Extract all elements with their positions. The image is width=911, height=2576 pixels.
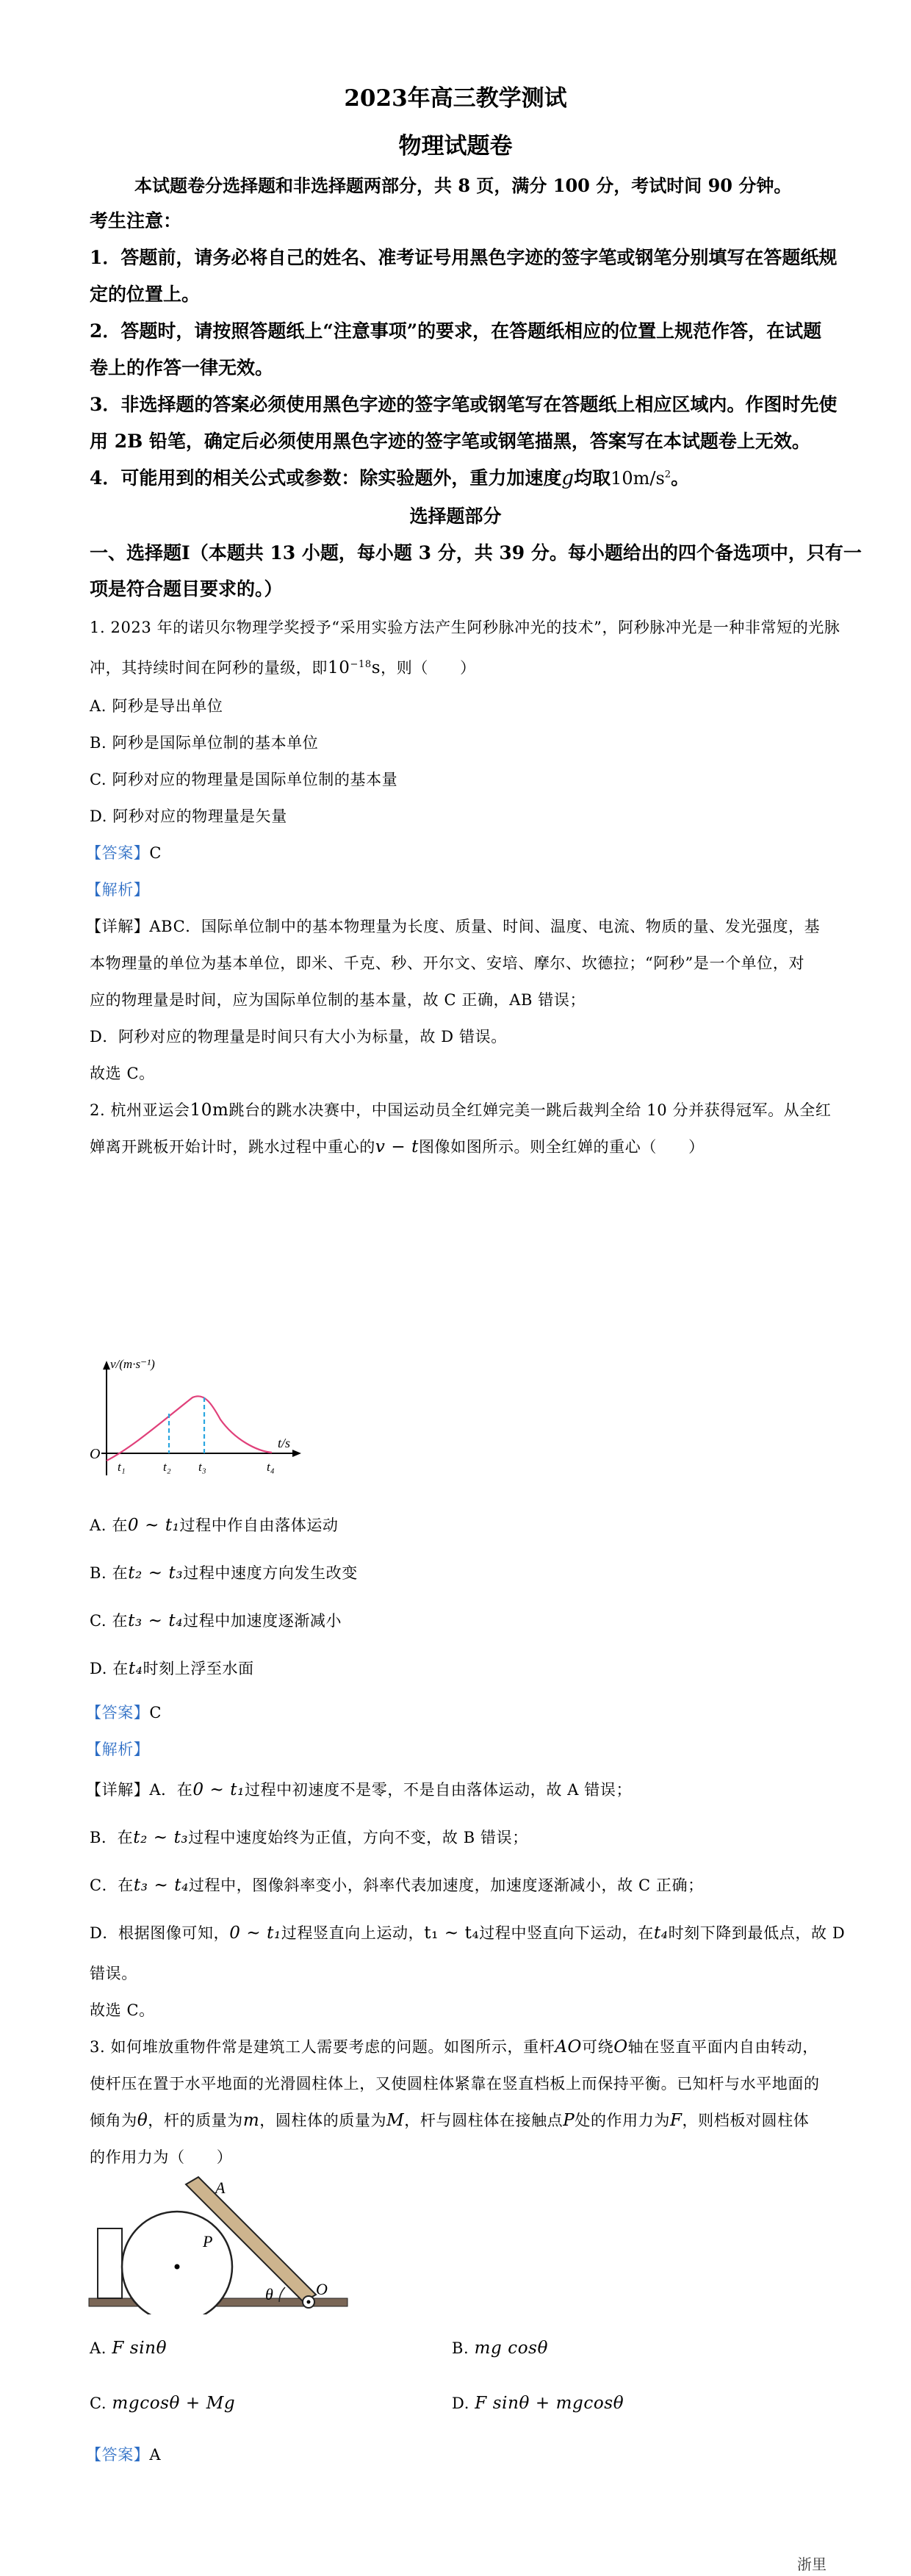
q1-power-base: 10 — [328, 658, 350, 677]
q2-opt-c-pre: C. 在 — [90, 1612, 129, 1630]
label-p: P — [203, 2232, 213, 2251]
q2-da-range: 0 ~ t₁ — [192, 1780, 245, 1799]
q2-detail-d-tail: 错误。 — [90, 1965, 137, 1982]
q3-l3d: ，杆与圆柱体在接触点 — [404, 2112, 563, 2129]
q1-option-a: A. 阿秒是导出单位 — [90, 697, 223, 715]
q2-stem-a — [90, 1098, 831, 1120]
pivot-center — [307, 2300, 311, 2304]
note-1a: 1．答题前，请务必将自己的姓名、准考证号用黑色字迹的签字笔或钢笔分别填写在答题纸规 — [90, 247, 838, 268]
notes-title: 考生注意： — [90, 210, 182, 231]
q1-power-exp: −18 — [350, 659, 372, 670]
q2-answer-value: C — [149, 1704, 162, 1721]
q2-db-post: 过程中速度始终为正值，方向不变，故 B 错误； — [188, 1829, 528, 1846]
q1-stem-b1: 冲，其持续时间在阿秒的量级，即 — [90, 659, 328, 677]
q3-option-d — [452, 2394, 624, 2413]
q3-l3b: ，杆的质量为 — [148, 2112, 243, 2129]
tick-t2: t₂ — [163, 1460, 171, 1474]
q2-opt-d-pre: D. 在 — [90, 1660, 129, 1677]
q2-opt-d-range: t₄ — [128, 1659, 143, 1678]
q2-stem-b1: 婵离开跳板开始计时，跳水过程中重心的 — [90, 1138, 375, 1156]
q2-opt-b-range: t₂ ~ t₃ — [128, 1564, 184, 1583]
note-4-end: 。 — [671, 467, 690, 489]
q2-detail-a — [86, 1778, 632, 1800]
note-3a: 3．非选择题的答案必须使用黑色字迹的签字笔或钢笔写在答题纸上相应区域内。作图时先使 — [90, 394, 838, 415]
q1-detail-d: D．阿秒对应的物理量是时间只有大小为标量，故 D 错误。 — [90, 1028, 507, 1046]
q1-answer-value: C — [149, 844, 162, 862]
q1-detail-b: 本物理量的单位为基本单位，即米、千克、秒、开尔文、安培、摩尔、坎德拉；“阿秒”是一个单位，对 — [90, 954, 805, 972]
note-4-g: g — [561, 467, 575, 489]
note-1b: 定的位置上。 — [90, 284, 201, 305]
q3-opt-b-expr: mg cosθ — [474, 2339, 549, 2358]
q3-opt-c-label: C. — [90, 2395, 107, 2412]
tick-t1: t₁ — [118, 1460, 126, 1474]
section-heading-b: 项是符合题目要求的。） — [90, 578, 283, 600]
q2-dd-pre: D．根据图像可知， — [90, 1924, 230, 1942]
note-4-text: 4．可能用到的相关公式或参数：除实验题外，重力加速度 — [90, 467, 562, 489]
graph-origin: O — [90, 1446, 101, 1462]
q3-l3a: 倾角为 — [90, 2112, 137, 2129]
q3-option-a — [90, 2339, 167, 2358]
q2-da-post: 过程中初速度不是零，不是自由落体运动，故 A 错误； — [244, 1781, 633, 1799]
q2-opt-c-post: 过程中加速度逐渐减小 — [183, 1612, 342, 1630]
vt-curve — [107, 1396, 272, 1461]
q2-dd-r3: t₄ — [653, 1924, 669, 1943]
q3-opt-b-label: B. — [452, 2339, 469, 2357]
q2-vt: v − t — [375, 1137, 419, 1156]
q1-stem-b — [90, 656, 476, 678]
q3-answer-value: A — [149, 2446, 162, 2464]
q2-analysis-tag: 【解析】 — [86, 1741, 150, 1758]
q3-l3c: ，圆柱体的质量为 — [259, 2112, 387, 2129]
q1-conclusion: 故选 C。 — [90, 1065, 155, 1082]
q2-option-b — [90, 1561, 358, 1583]
q2-stem-a1: 2. 杭州亚运会 — [90, 1101, 190, 1119]
q2-dc-post: 过程中，图像斜率变小，斜率代表加速度，加速度逐渐减小，故 C 正确； — [188, 1877, 704, 1894]
q1-stem-b2: ，则（ ） — [381, 659, 476, 677]
q2-option-d — [90, 1657, 254, 1679]
q1-detail-c: 应的物理量是时间，应为国际单位制的基本量，故 C 正确，AB 错误； — [90, 991, 586, 1009]
q3-answer — [86, 2443, 161, 2465]
q2-dd-r2: t₁ ~ t₄ — [424, 1924, 480, 1943]
q2-option-a — [90, 1514, 339, 1536]
q2-db-range: t₂ ~ t₃ — [133, 1828, 189, 1847]
paper-title: 物理试题卷 — [398, 133, 513, 159]
intro-line: 本试题卷分选择题和非选择题两部分，共 8 页，满分 100 分，考试时间 90 分钟。 — [134, 175, 792, 196]
q3-l1a: 3. 如何堆放重物件常是建筑工人需要考虑的问题。如图所示，重杆 — [90, 2038, 555, 2056]
q1-answer — [86, 841, 162, 863]
tick-t3: t₃ — [198, 1460, 206, 1474]
vt-graph — [88, 1352, 309, 1481]
q2-height: 10m — [190, 1101, 229, 1120]
q3-l3f: ，则档板对圆柱体 — [682, 2112, 810, 2129]
q1-option-c: C. 阿秒对应的物理量是国际单位制的基本量 — [90, 771, 398, 788]
graph-ylabel: v/(m·s⁻¹) — [110, 1357, 155, 1371]
q2-opt-a-range: 0 ~ t₁ — [127, 1516, 180, 1535]
footer-text: 浙里 — [797, 2555, 827, 2573]
q2-opt-a-pre: A. 在 — [90, 1517, 128, 1534]
q2-dd-mid1: 过程竖直向上运动， — [281, 1924, 425, 1942]
q2-conclusion: 故选 C。 — [90, 2001, 155, 2019]
note-3b: 用 2B 铅笔，确定后必须使用黑色字迹的签字笔或钢笔描黑，答案写在本试题卷上无效。 — [90, 431, 810, 452]
q3-m: m — [242, 2111, 260, 2130]
q1-analysis-tag: 【解析】 — [86, 881, 150, 899]
q2-dd-mid2: 过程中竖直向下运动，在 — [479, 1924, 654, 1942]
t-axis-arrow — [292, 1450, 301, 1457]
q3-p: P — [563, 2111, 575, 2130]
q1-detail-a: 【详解】ABC．国际单位制中的基本物理量为长度、质量、时间、温度、电流、物质的量、发光强度，基 — [86, 918, 821, 935]
q2-da-pre: 【详解】A．在 — [86, 1781, 193, 1799]
note-2b: 卷上的作答一律无效。 — [90, 357, 274, 378]
q3-big-m: M — [386, 2111, 405, 2130]
v-axis-arrow — [103, 1361, 110, 1370]
q2-opt-b-pre: B. 在 — [90, 1564, 129, 1582]
q1-option-b: B. 阿秒是国际单位制的基本单位 — [90, 734, 319, 752]
q3-l1b: 可绕 — [581, 2038, 614, 2056]
q2-db-pre: B．在 — [90, 1829, 134, 1846]
q2-stem-b — [90, 1135, 705, 1157]
q2-dc-range: t₃ ~ t₄ — [133, 1876, 189, 1895]
rod-cylinder-figure — [87, 2171, 355, 2314]
q2-answer — [86, 1701, 162, 1723]
note-4-exp: 2 — [664, 469, 671, 481]
q3-opt-a-expr: F sinθ — [112, 2339, 168, 2358]
label-a: A — [215, 2179, 226, 2197]
q3-opt-a-label: A. — [90, 2339, 107, 2357]
q2-stem-b2: 图像如图所示。则全红婵的重心（ ） — [418, 1138, 705, 1156]
q3-option-b — [452, 2339, 548, 2358]
q3-line-1 — [90, 2035, 818, 2057]
q2-answer-tag: 【答案】 — [86, 1704, 150, 1721]
q3-line-4: 的作用力为（ ） — [90, 2148, 233, 2166]
q3-l1c: 轴在竖直平面内自由转动， — [627, 2038, 818, 2056]
q2-opt-b-post: 过程中速度方向发生改变 — [183, 1564, 358, 1582]
q2-opt-a-post: 过程中作自由落体运动 — [179, 1517, 339, 1534]
q1-unit: s — [371, 658, 381, 677]
q3-answer-tag: 【答案】 — [86, 2446, 150, 2464]
q2-detail-d — [90, 1921, 845, 1943]
exam-title: 2023年高三教学测试 — [344, 85, 567, 112]
label-theta: θ — [265, 2285, 273, 2303]
q2-dd-r1: 0 ~ t₁ — [229, 1924, 281, 1943]
note-2a: 2．答题时，请按照答题纸上“注意事项”的要求，在答题纸相应的位置上规范作答，在试题 — [90, 320, 822, 342]
q2-stem-a2: 跳台的跳水决赛中，中国运动员全红婵完美一跳后裁判全给 10 分并获得冠军。从全红 — [228, 1101, 832, 1119]
tick-t4: t₄ — [267, 1460, 275, 1474]
q2-dc-pre: C．在 — [90, 1877, 134, 1894]
q2-opt-d-post: 时刻上浮至水面 — [143, 1660, 254, 1677]
q1-stem-a: 1. 2023 年的诺贝尔物理学奖授予“采用实验方法产生阿秒脉冲光的技术”，阿秒脉冲光是一种非常短的光脉 — [90, 619, 840, 636]
note-4 — [90, 464, 689, 490]
q3-option-c — [90, 2394, 235, 2413]
q3-f: F — [669, 2111, 683, 2130]
note-4-val: 10m/s — [611, 468, 665, 489]
q3-line-2: 使杆压在置于水平地面的光滑圆柱体上，又使圆柱体紧靠在竖直档板上而保持平衡。已知杆与水平地面的 — [90, 2075, 820, 2093]
q3-l3e: 处的作用力为 — [575, 2112, 670, 2129]
cylinder-center — [175, 2264, 180, 2270]
q3-opt-d-expr: F sinθ + mgcosθ — [475, 2394, 624, 2413]
section-title: 选择题部分 — [409, 506, 502, 527]
q2-opt-c-range: t₃ ~ t₄ — [128, 1611, 184, 1630]
q3-l1-o: O — [613, 2037, 628, 2057]
q2-dd-post: 时刻下降到最低点，故 D — [668, 1924, 846, 1942]
section-heading-a: 一、选择题Ⅰ（本题共 13 小题，每小题 3 分，共 39 分。每小题给出的四个备选项中，只有一 — [90, 542, 862, 564]
cylinder — [122, 2212, 232, 2314]
q2-detail-c — [90, 1874, 704, 1896]
q3-l1-ao: AO — [555, 2037, 582, 2057]
q3-opt-d-label: D. — [452, 2395, 469, 2412]
label-o: O — [316, 2280, 328, 2298]
q1-option-d: D. 阿秒对应的物理量是矢量 — [90, 807, 287, 825]
q2-option-c — [90, 1609, 342, 1631]
q3-opt-c-expr: mgcosθ + Mg — [112, 2394, 236, 2413]
q2-detail-b — [90, 1826, 528, 1848]
baffle-board — [98, 2228, 122, 2298]
q3-theta: θ — [137, 2111, 148, 2130]
q3-line-3 — [90, 2109, 809, 2131]
graph-xlabel: t/s — [278, 1436, 291, 1450]
note-4-mid: 均取 — [574, 467, 611, 489]
q1-answer-tag: 【答案】 — [86, 844, 150, 862]
